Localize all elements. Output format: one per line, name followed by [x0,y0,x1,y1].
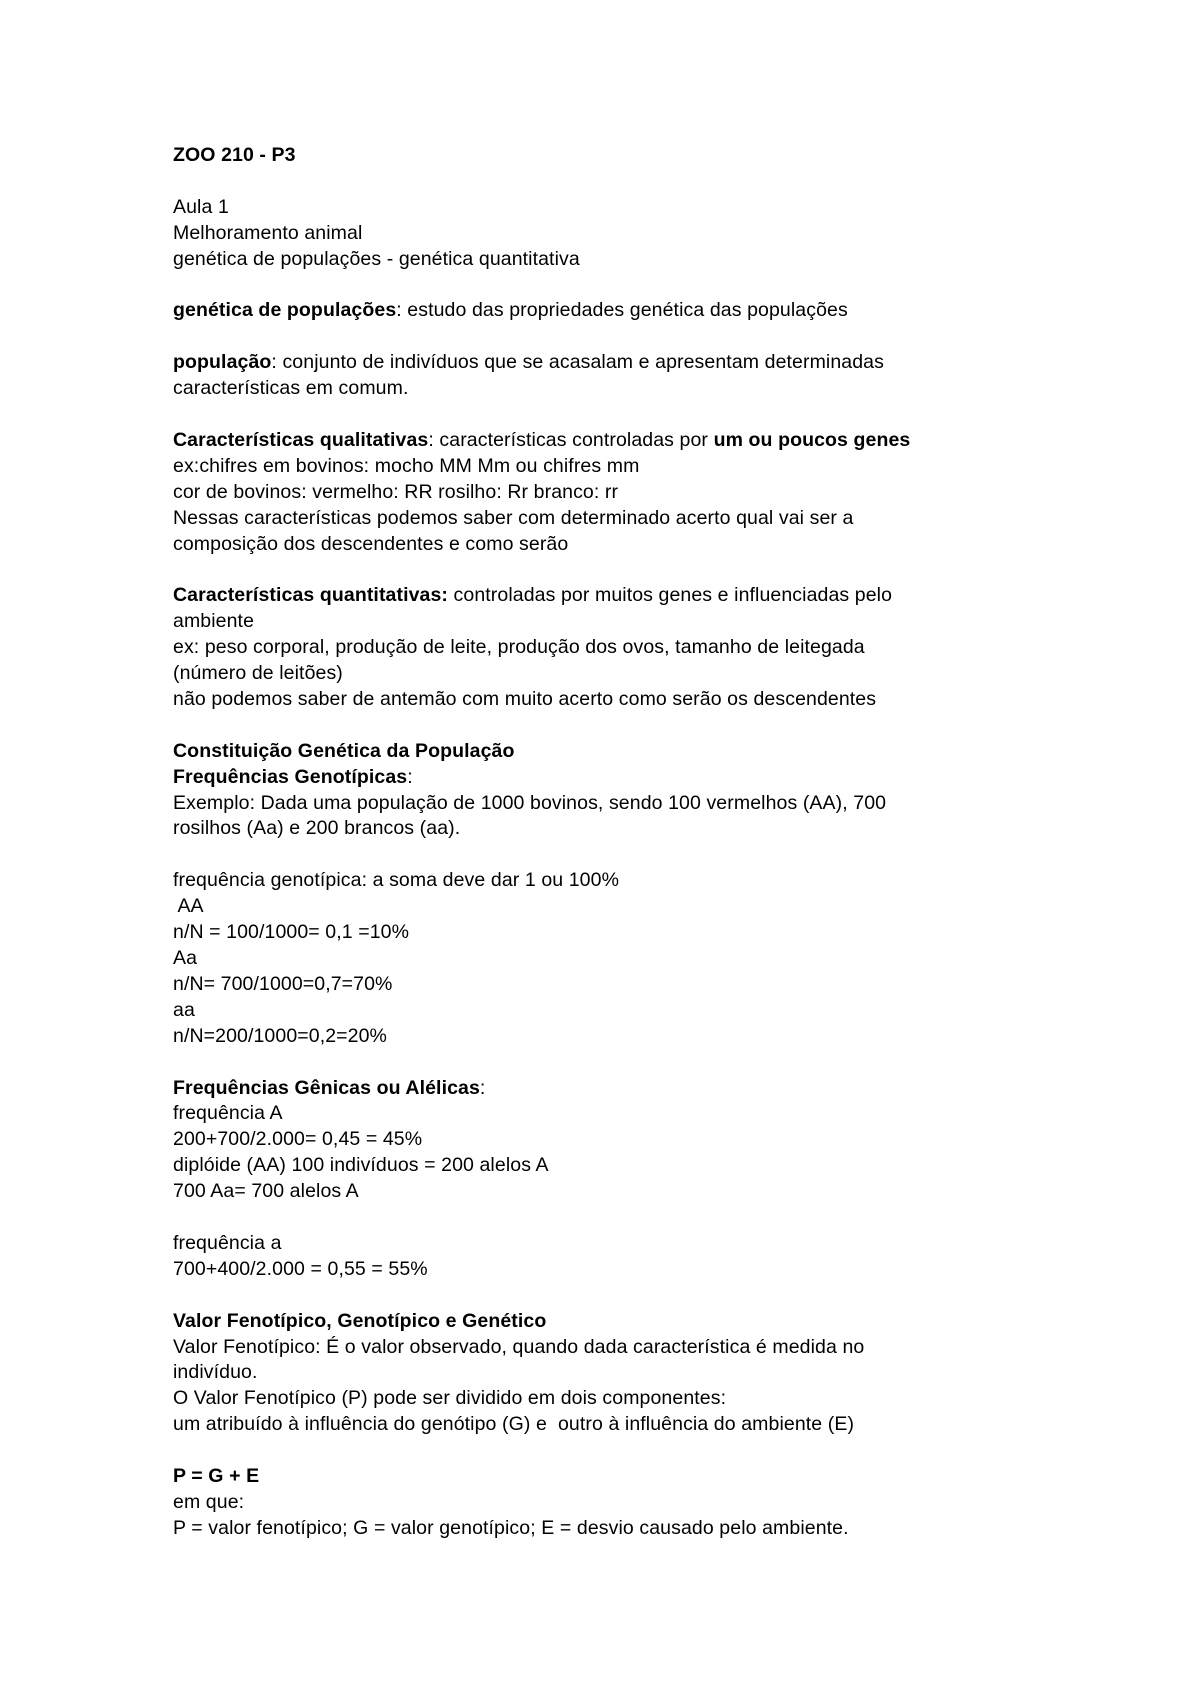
valor-line-2: indivíduo. [173,1361,258,1384]
genotype-Aa-calc: n/N= 700/1000=0,7=70% [173,972,393,995]
document-title: ZOO 210 - P3 [173,144,296,166]
formula: P = G + E [173,1465,260,1488]
spacer [173,713,1073,739]
subsection-title: Frequências Genotípicas [173,765,408,788]
genotype-aa-label: aa [173,998,195,1021]
genotypic-intro: frequência genotípica: a soma deve dar 1 ou 100% [173,869,620,892]
definition-term: população [173,351,272,374]
quantitative-example-1: ex: peso corporal, produção de leite, produção dos ovos, tamanho de leitegada [173,636,865,659]
subsection-heading-genotipicas [173,765,1073,791]
formula-legend: P = valor fenotípico; G = valor genotípico; E = desvio causado pelo ambiente. [173,1516,849,1539]
aula-label: Aula 1 [173,195,229,218]
spacer [173,842,1073,868]
example-line-2: rosilhos (Aa) e 200 brancos (aa). [173,817,461,840]
topic-line: Melhoramento animal [173,221,363,244]
allele-a-calc: 700+400/2.000 = 0,55 = 55% [173,1257,428,1280]
qualitative-heading [173,428,1073,454]
qualitative-note-1: Nessas características podemos saber com determinado acerto qual vai ser a [173,506,854,529]
genotype-Aa-label: Aa [173,946,198,969]
qualitative-text: : características controladas por [428,428,714,451]
spacer [173,557,1073,583]
valor-line-4: um atribuído à influência do genótipo (G) e outro à influência do ambiente (E) [173,1413,855,1436]
spacer [173,273,1073,299]
qualitative-note-2: composição dos descendentes e como serão [173,532,569,555]
quantitative-note: não podemos saber de antemão com muito acerto como serão os descendentes [173,687,877,710]
valor-line-3: O Valor Fenotípico (P) pode ser dividido em dois componentes: [173,1387,727,1410]
valor-line-1: Valor Fenotípico: É o valor observado, quando dada característica é medida no [173,1335,865,1358]
spacer [173,402,1073,428]
subsection-colon: : [479,1076,486,1099]
quantitative-example-2: (número de leitões) [173,662,343,685]
definition-text: : conjunto de indivíduos que se acasalam e apresentam determinadas [271,351,884,374]
allele-A-note-1: diplóide (AA) 100 indivíduos = 200 alelos A [173,1154,549,1177]
spacer [173,1205,1073,1231]
subsection-title: Frequências Gênicas ou Alélicas [173,1076,480,1099]
qualitative-example-2: cor de bovinos: vermelho: RR rosilho: Rr branco: rr [173,480,619,503]
definition-text: : estudo das propriedades genética das populações [396,299,848,322]
definition-genetica-populacoes [173,298,1073,324]
qualitative-term: Características qualitativas [173,428,429,451]
section-heading-constituicao: Constituição Genética da População [173,739,515,762]
genotype-AA-label: AA [173,895,204,918]
spacer [173,324,1073,350]
spacer [173,1050,1073,1076]
subsection-colon: : [407,765,413,788]
allele-A-label: frequência A [173,1102,283,1125]
definition-populacao [173,350,1073,376]
document-page [173,143,1073,1542]
spacer [173,169,1073,195]
spacer [173,1283,1073,1309]
genotype-AA-calc: n/N = 100/1000= 0,1 =10% [173,921,410,944]
section-heading-valor: Valor Fenotípico, Genotípico e Genético [173,1309,547,1332]
quantitative-heading [173,583,1073,609]
formula-em-que: em que: [173,1490,245,1513]
allele-a-label: frequência a [173,1231,282,1254]
subsection-heading-alelicas [173,1076,1073,1102]
allele-A-calc: 200+700/2.000= 0,45 = 45% [173,1128,423,1151]
definition-term: genética de populações [173,299,397,322]
allele-A-note-2: 700 Aa= 700 alelos A [173,1180,359,1203]
definition-populacao-cont: características em comum. [173,377,409,400]
spacer [173,1438,1073,1464]
qualitative-emphasis: um ou poucos genes [713,428,911,451]
quantitative-text: controladas por muitos genes e influenciadas pelo [448,584,893,607]
example-line-1: Exemplo: Dada uma população de 1000 bovinos, sendo 100 vermelhos (AA), 700 [173,791,887,814]
genotype-aa-calc: n/N=200/1000=0,2=20% [173,1024,387,1047]
quantitative-term: Características quantitativas: [173,584,449,607]
quantitative-text-cont: ambiente [173,610,255,633]
subtopic-line: genética de populações - genética quantitativa [173,247,580,270]
qualitative-example-1: ex:chifres em bovinos: mocho MM Mm ou chifres mm [173,454,640,477]
